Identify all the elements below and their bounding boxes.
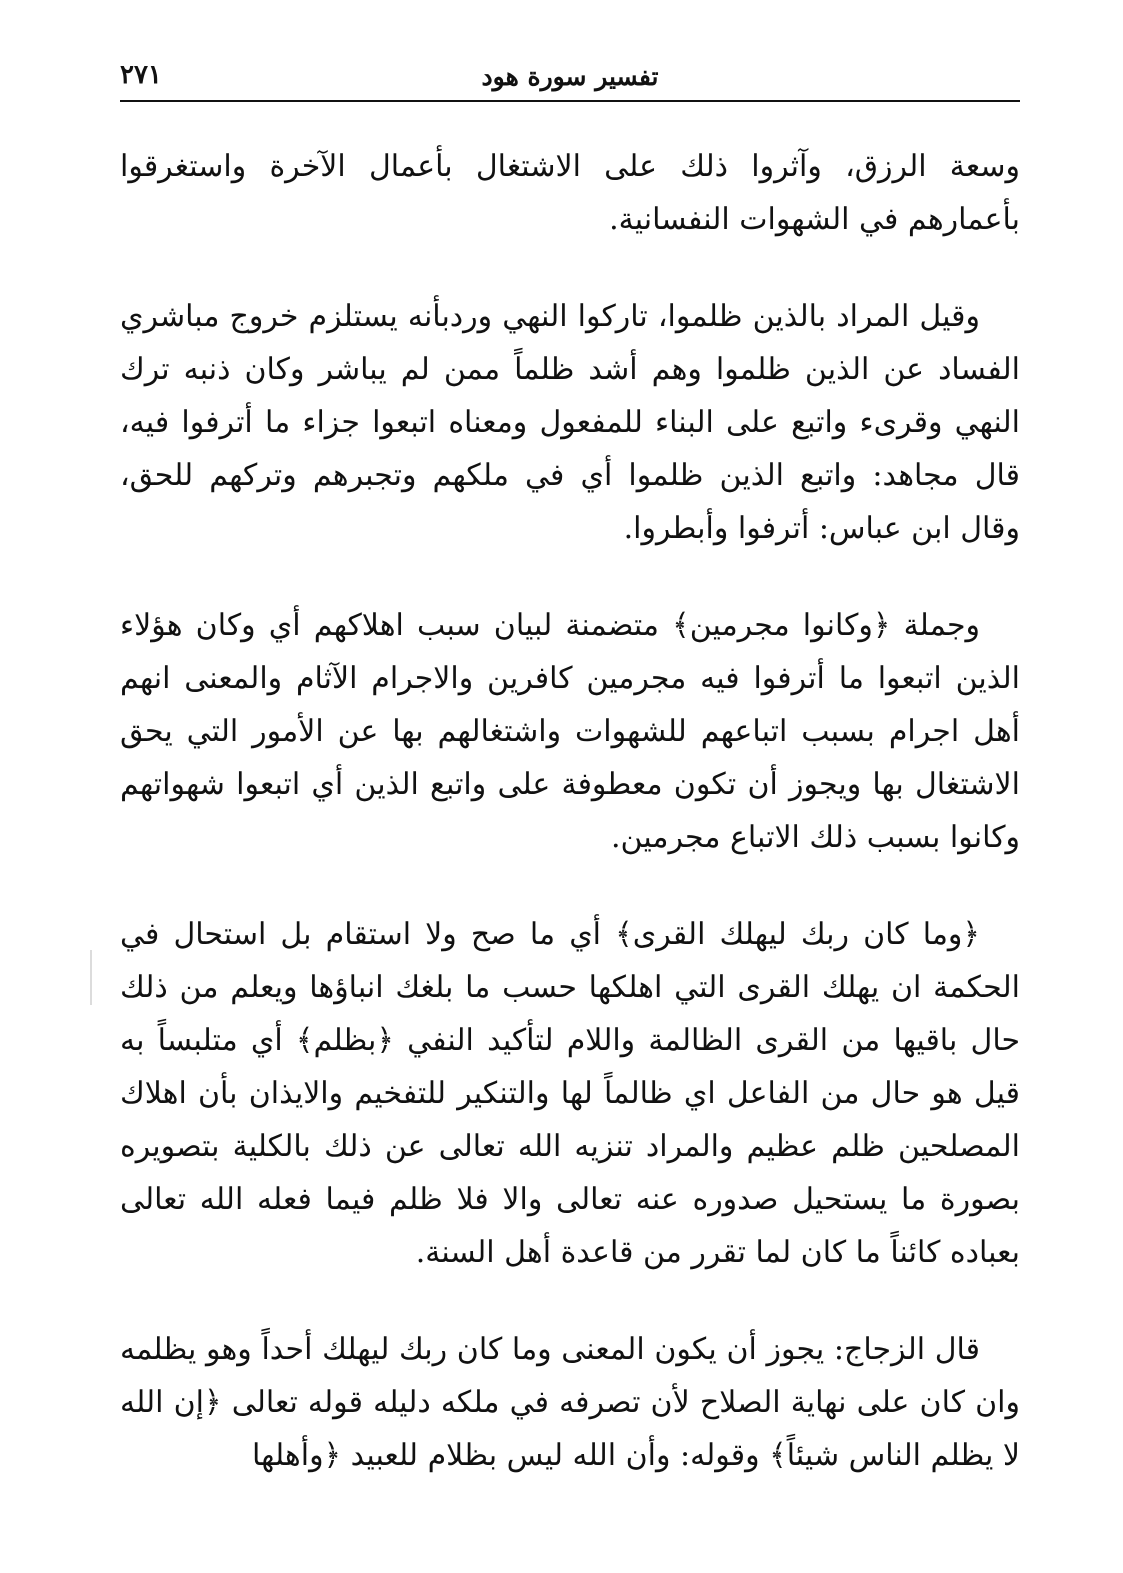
paragraph-1: وسعة الرزق، وآثروا ذلك على الاشتغال بأعمال الآخرة واستغرقوا بأعمارهم في الشهوات النفسانية.	[120, 149, 1020, 237]
paragraph-5: قال الزجاج: يجوز أن يكون المعنى وما كان ربك ليهلك أحداً وهو يظلمه وان كان على نهاية الصلاح لأن تصرفه في ملكه دليله قوله تعالى ﴿إن الله لا يظلم الناس شيئاً﴾ وقوله: وأن الله ليس بظلام للعبيد ﴿وأهلها	[120, 1332, 1020, 1473]
paragraph-4: ﴿وما كان ربك ليهلك القرى﴾ أي ما صح ولا استقام بل استحال في الحكمة ان يهلك القرى التي اهلكها حسب ما بلغك انباؤها ويعلم من ذلك حال باقيها من القرى الظالمة واللام لتأكيد النفي ﴿بظلم﴾ أي متلبساً به قيل هو حال من الفاعل اي ظالماً لها والتنكير للتفخيم والايذان بأن اهلاك المصلحين ظلم عظيم والمراد تنزيه الله تعالى عن ذلك بالكلية بتصويره بصورة ما يستحيل صدوره عنه تعالى والا فلا ظلم فيما فعله الله تعالى بعباده كائناً ما كان لما تقرر من قاعدة أهل السنة.	[120, 917, 1020, 1270]
header-rule	[120, 100, 1020, 102]
margin-scan-mark	[90, 950, 92, 1005]
page-number: ٢٧١	[120, 60, 162, 90]
paragraph-2: وقيل المراد بالذين ظلموا، تاركوا النهي وردبأنه يستلزم خروج مباشري الفساد عن الذين ظلموا وهم أشد ظلماً ممن لم يباشر وكان ذنبه ترك النهي وقرىء واتبع على البناء للمفعول ومعناه اتبعوا جزاء ما أترفوا فيه، قال مجاهد: واتبع الذين ظلموا أي في ملكهم وتجبرهم وتركهم للحق، وقال ابن عباس: أترفوا وأبطروا.	[120, 299, 1020, 546]
body-text	[120, 140, 1020, 1482]
running-title: تفسير سورة هود	[481, 62, 659, 91]
page-header	[120, 50, 1020, 102]
paragraph-3: وجملة ﴿وكانوا مجرمين﴾ متضمنة لبيان سبب اهلاكهم أي وكان هؤلاء الذين اتبعوا ما أترفوا فيه مجرمين كافرين والاجرام الآثام والمعنى انهم أهل اجرام بسبب اتباعهم للشهوات واشتغالهم بها عن الأمور التي يحق الاشتغال بها ويجوز أن تكون معطوفة على واتبع الذين أي اتبعوا شهواتهم وكانوا بسبب ذلك الاتباع مجرمين.	[120, 608, 1020, 855]
